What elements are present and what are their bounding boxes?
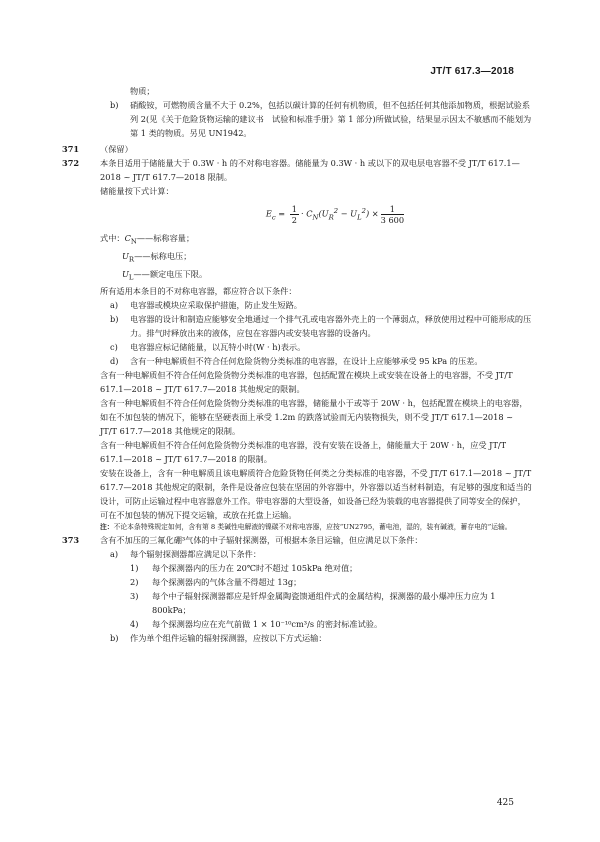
energy-formula: $E_c$ = $\frac{1}{2}$ · $C_N(U_R^2 - U_L^2)$ × $\frac{1}{3 600}$ bbox=[265, 204, 405, 226]
paragraph: 安装在设备上，含有一种电解质且该电解质符合危险货物任何类之分类标准的电容器，不受 JT/T 617.1—2018 ~ JT/T 617.7—2018 其他规定的限制，条件是设备应包装在坚固的外容器中，外容器以适当材料制造，有足够的强度和适当的设计，可防止运输过程中电容器意外工作。带电容器的大型设备，如设备已经为装载的电容器提供了同等安全的保护，可在不加包装的情况下提交运输，或放在托盘上运输。 bbox=[100, 468, 532, 521]
clause-number: 372 bbox=[62, 158, 80, 168]
clause-number: 373 bbox=[62, 535, 80, 546]
clause-371 bbox=[62, 142, 532, 156]
item-text: 硝酸铵，可燃物质含量不大于 0.2%，包括以碳计算的任何有机物质，但不包括任何其他添加物质，根据试验系列 2(见《关于危险货物运输的建议书 试验和标准手册》第 1 部分)所做试验，结果显示因太不敏感而不能划为第 1 类的物质。另见 UN1942。 bbox=[130, 100, 532, 138]
sub-item: 1) 每个探测器内的压力在 20℃时不超过 105kPa 绝对值； bbox=[130, 563, 358, 574]
list-item: d) 含有一种电解质但不符合任何危险货物分类标准的电容器，在设计上应能够承受 95 kPa 的压差。 bbox=[110, 356, 483, 367]
continuation-text: 物质； bbox=[130, 86, 155, 96]
document-body bbox=[62, 84, 532, 645]
page-number: 425 bbox=[496, 798, 514, 808]
list-item bbox=[110, 98, 532, 140]
note: 注：不论本条特殊规定如何，含有第 8 类碱性电解液的镍碳不对称电容器，应按“UN2795，蓄电池，湿的，装有碱液，蓄存电的”运输。 bbox=[100, 523, 512, 532]
list-item: b) 作为单个组件运输的辐射探测器，应按以下方式运输： bbox=[110, 633, 327, 644]
where-line: $U_L——$额定电压下限。 bbox=[122, 268, 208, 282]
paragraph: 含有一种电解质但不符合任何危险货物分类标准的电容器，没有安装在设备上，储能量大于 20W · h，应受 JT/T 617.1—2018 ~ JT/T 617.7—2018 的限制。 bbox=[100, 440, 507, 465]
paragraph: 含有一种电解质但不符合任何危险货物分类标准的电容器，包括配置在模块上或安装在设备上的电容器，不受 JT/T 617.1—2018 ~ JT/T 617.7—2018 其他规定的限制。 bbox=[100, 370, 513, 395]
half-fraction: $\frac{1}{2}$ bbox=[291, 204, 297, 226]
clause-intro: 本条目适用于储能量大于 0.3W · h 的不对称电容器。储能量为 0.3W · h 或以下的双电层电容器不受 JT/T 617.1—2018 ~ JT/T 617.7—2018 限制。 bbox=[100, 158, 520, 182]
list-item: c) 电容器应标记储能量，以瓦特小时(W · h)表示。 bbox=[110, 342, 306, 353]
list-item: b) 电容器的设计和制造应能够安全地通过一个排气孔或电容器外壳上的一个薄弱点，释放使用过程中可能形成的压力。排气时释放出来的液体，应包在容器内或安装电容器的设备内。 bbox=[110, 314, 532, 339]
clause-373 bbox=[62, 533, 532, 645]
list-item: a) 电容器或模块应采取保护措施，防止发生短路。 bbox=[110, 300, 302, 311]
item-label: b) bbox=[110, 100, 119, 110]
sub-item: 3) 每个中子辐射探测器都应是钎焊金属陶瓷馈通组件式的金属结构，探测器的最小爆冲压力应为 1 800kPa； bbox=[130, 591, 496, 616]
clause-intro: 含有不加压的三氟化硼³气体的中子辐射探测器，可根据本条目运输，但应满足以下条件： bbox=[100, 535, 423, 546]
conversion-fraction: $\frac{1}{3 600}$ bbox=[380, 204, 405, 226]
where-line: 式中：$C_N——$标称容量； bbox=[100, 233, 195, 246]
standard-number: JT/T 617.3—2018 bbox=[430, 66, 514, 77]
sub-item: 2) 每个探测器内的气体含量不得超过 13g； bbox=[130, 577, 302, 588]
where-line: $U_R——$标称电压； bbox=[122, 250, 192, 264]
calc-lead: 储能量按下式计算： bbox=[100, 186, 174, 196]
clause-number: 371 bbox=[62, 144, 80, 154]
clause-372 bbox=[62, 156, 532, 533]
conditions-lead: 所有适用本条目的不对称电容器，都应符合以下条件： bbox=[100, 286, 297, 297]
clause-text: （保留） bbox=[100, 144, 133, 154]
clause-continuation bbox=[62, 84, 532, 140]
sub-item: 4) 每个探测器均应在充气前做 1 × 10⁻¹⁰cm³/s 的密封标准试验。 bbox=[130, 619, 383, 630]
list-item: a) 每个辐射探测器都应满足以下条件： bbox=[110, 549, 262, 560]
paragraph: 含有一种电解质但不符合任何危险货物分类标准的电容器，储能量小于或等于 20W · h，包括配置在模块上的电容器，如在不加包装的情况下，能够在坚硬表面上承受 1.2m 的跌落试验而无内装物损失，则不受 JT/T 617.1—2018 ~ JT/T 617.7—2018 其他规定的限制。 bbox=[100, 398, 528, 437]
